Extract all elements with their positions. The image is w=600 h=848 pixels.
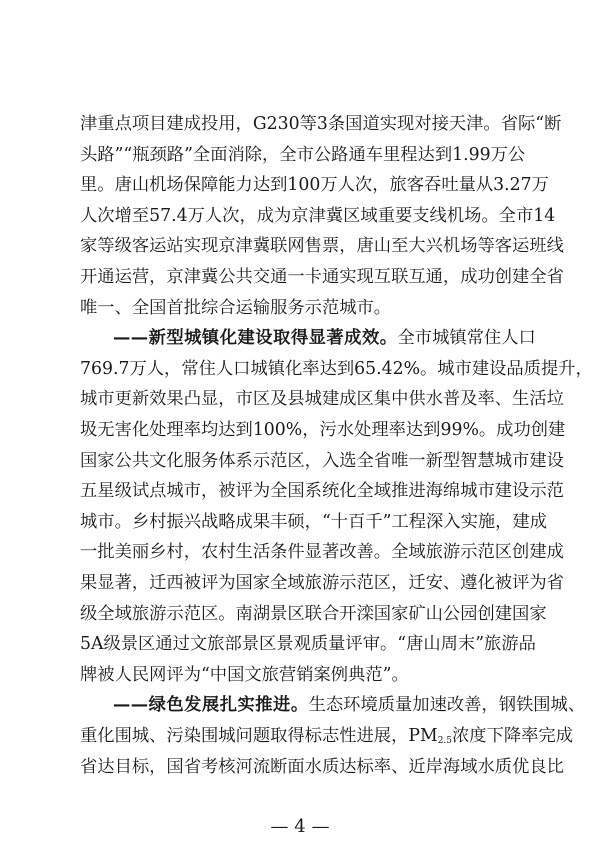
text-span: 浓度下降率完成 [452,726,573,746]
text-line: 果显著，迁西被评为国家全域旅游示范区，迁安、遵化被评为省 [80,573,564,593]
text-line: 省达目标，国省考核河流断面水质达标率、近岸海域水质优良比 [80,756,564,777]
text-line: 级全域旅游示范区。南湖景区联合开滦国家矿山公园创建国家 [80,603,547,624]
paragraph-heading-line [113,323,536,353]
text-line: 牌被人民网评为“中国文旅营销案例典范”。 [80,664,409,685]
text-line: 769.7万人，常住人口城镇化率达到65.42%。城市建设品质提升， [80,358,593,379]
text-line: 五星级试点城市，被评为全国系统化全域推进海绵城市建设示范 [80,481,564,502]
text-line: 城市更新效果凸显，市区及县城建成区集中供水普及率、生活垃 [80,389,564,410]
text-span: 全市城镇常住人口 [397,328,536,349]
text-line: 圾无害化处理率均达到100%，污水处理率达到99%。成功创建 [80,420,566,440]
text-line: 头路”“瓶颈路”全面消除，全市公路通车里程达到1.99万公 [80,144,526,165]
text-line: 里。唐山机场保障能力达到100万人次，旅客吞吐量从3.27万 [80,175,549,196]
text-line: 一批美丽乡村，农村生活条件显著改善。全域旅游示范区创建成 [80,542,564,563]
text-line: 开通运营，京津冀公共交通一卡通实现互联互通，成功创建全省 [80,267,564,287]
section-heading: ——绿色发展扎实推进。 [113,695,309,716]
text-line: 津重点项目建成投用，G230等3条国道实现对接天津。省际“断 [80,114,562,134]
text-line: 5A级景区通过文旅部景区景观质量评审。“唐山周末”旅游品 [80,634,536,655]
paragraph-heading-line [113,690,586,720]
text-line: 城市。乡村振兴战略成果丰硕，“十百千”工程深入实施，建成 [80,511,547,532]
text-line: 人次增至57.4万人次，成为京津冀区域重要支线机场。全市14 [80,205,556,226]
text-line: 家等级客运站实现京津冀联网售票，唐山至大兴机场等客运班线 [80,236,564,257]
text-span: 重化围城、污染围城问题取得标志性进展， [80,726,409,746]
text-line [80,721,573,751]
page-number: — 4 — [270,816,330,837]
text-span: 生态环境质量加速改善，钢铁围城、 [308,695,586,716]
pm25-label: PM [408,726,438,746]
text-line: 唯一、全国首批综合运输服务示范城市。 [80,297,392,318]
text-line: 国家公共文化服务体系示范区，入选全省唯一新型智慧城市建设 [80,450,564,471]
pm25-subscript: 2.5 [437,736,453,746]
section-heading: ——新型城镇化建设取得显著成效。 [113,328,398,349]
